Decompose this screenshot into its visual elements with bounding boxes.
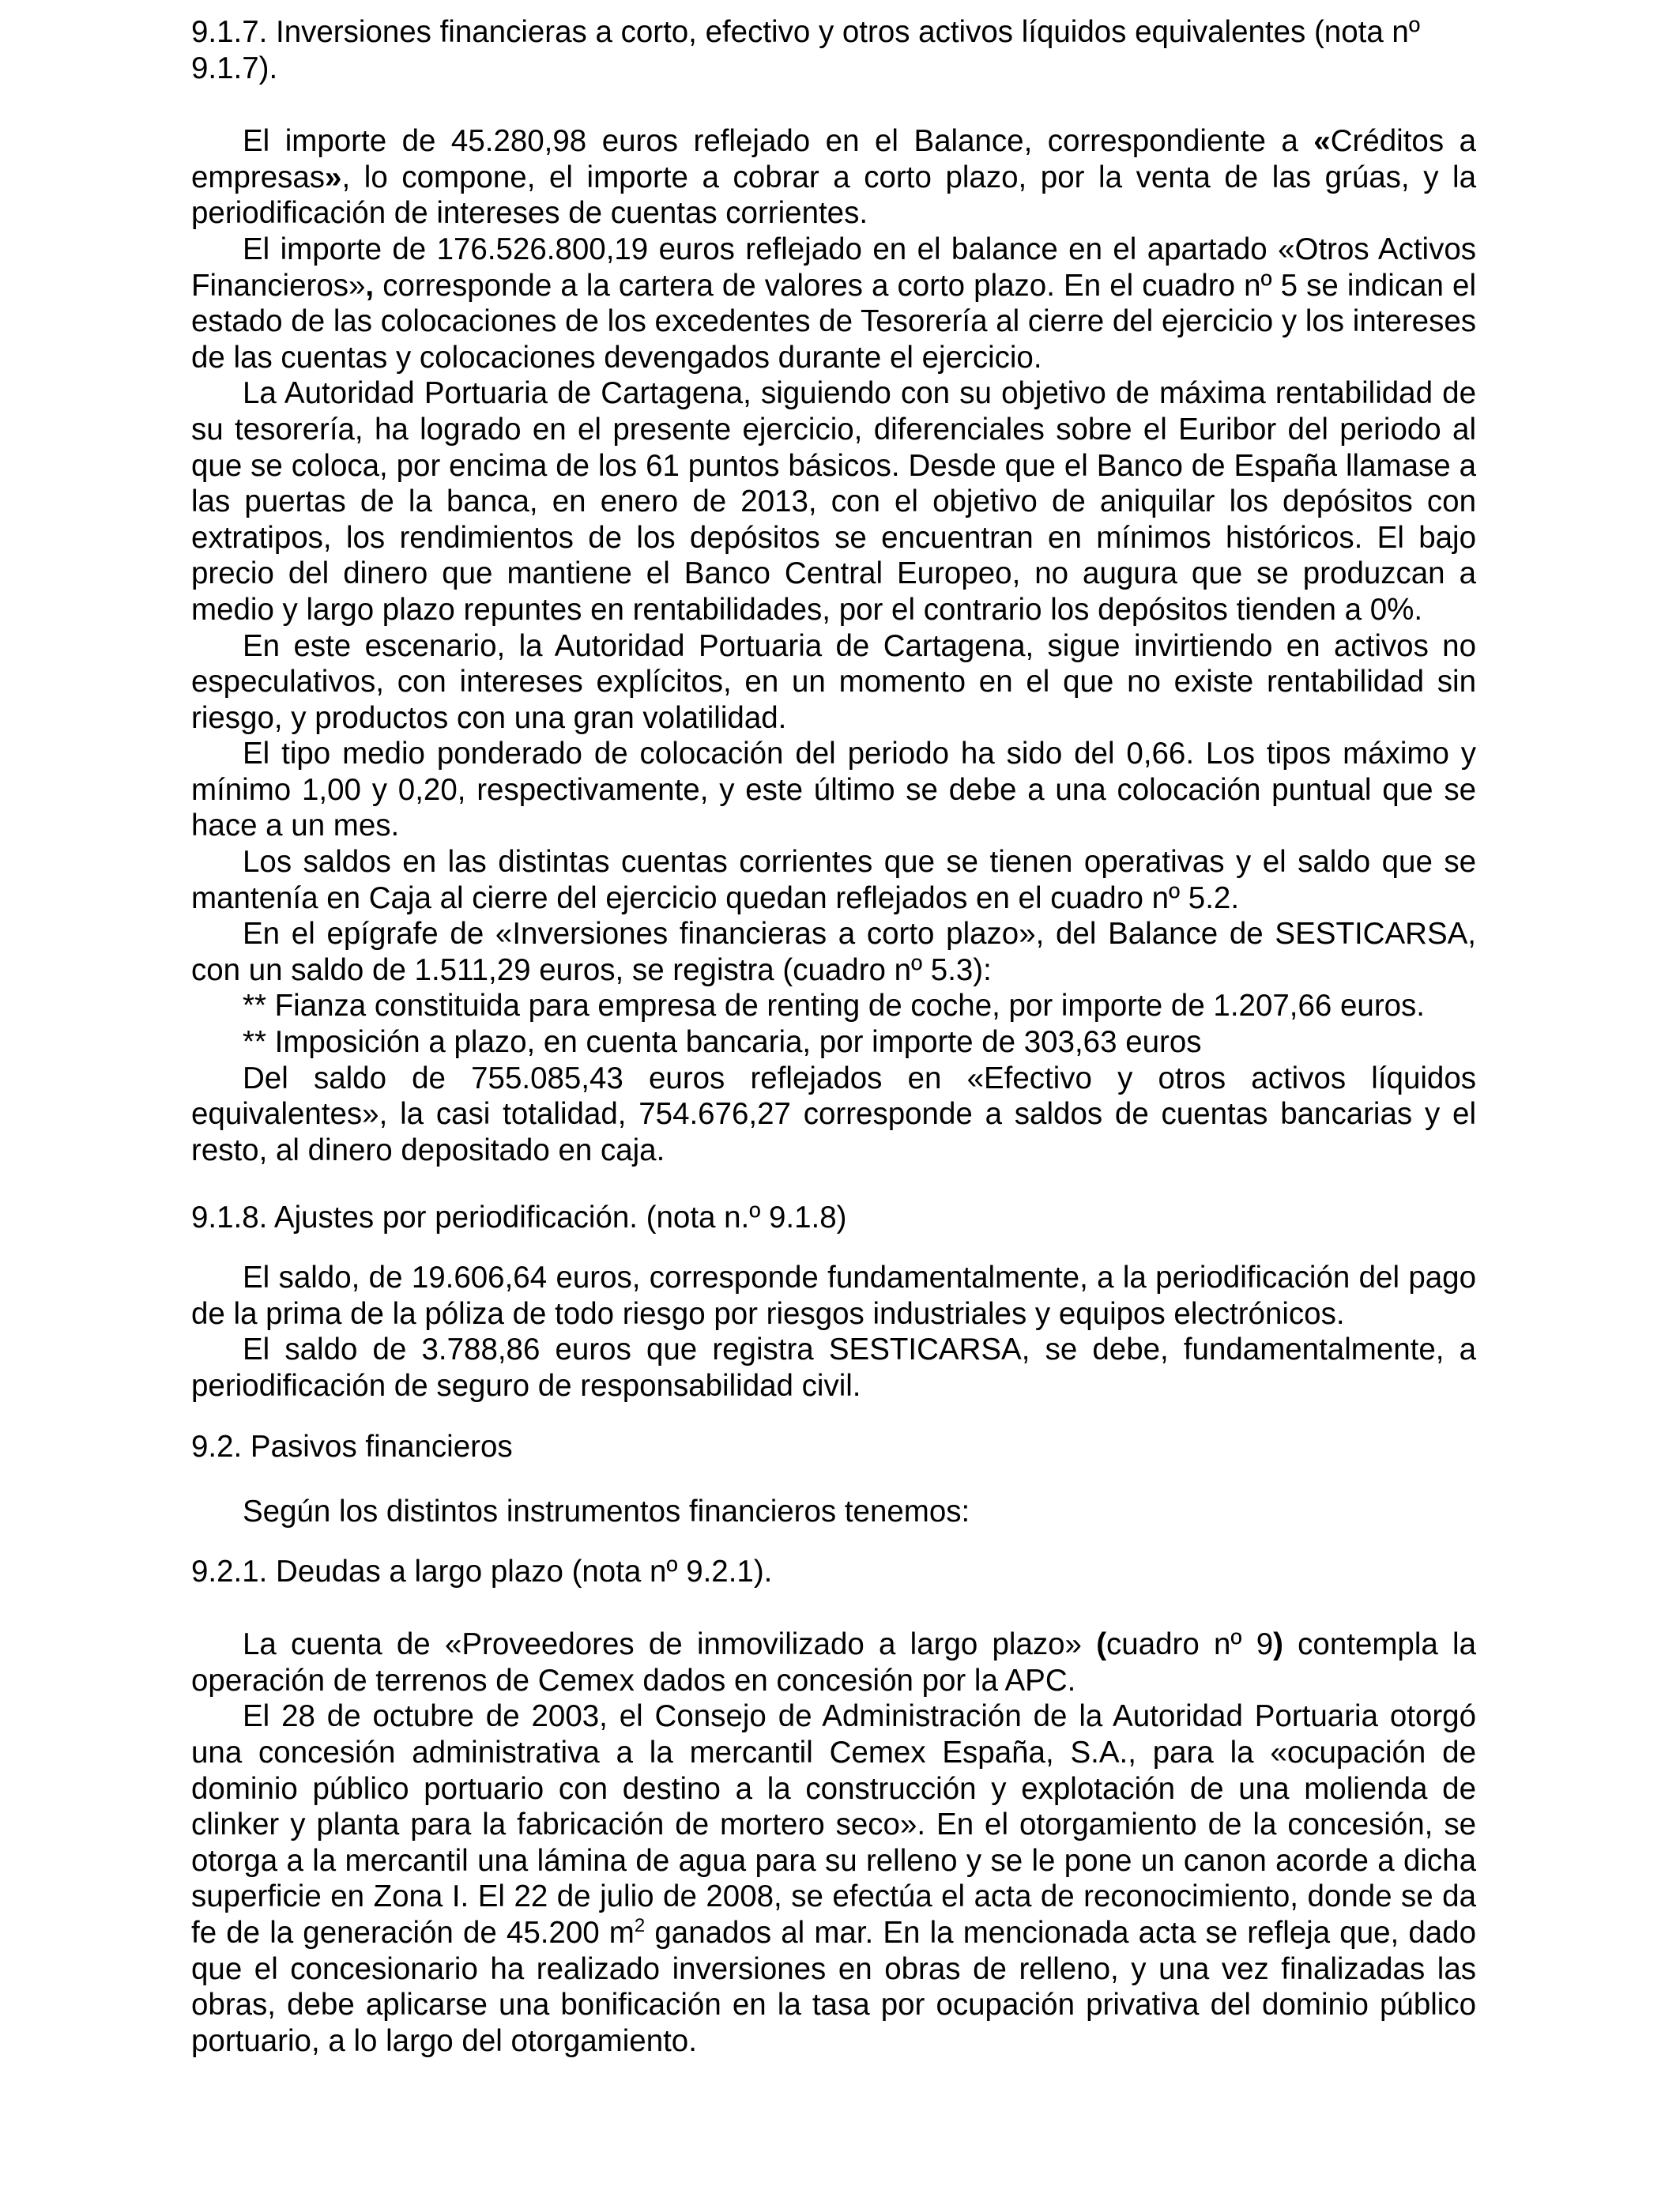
paragraph-rentabilidad: La Autoridad Portuaria de Cartagena, siguiendo con su objetivo de máxima rentabilidad de su tesorería, ha logrado en el presente ejercicio, diferenciales sobre el Euribor del periodo al que se coloca, por encima de los 61 puntos básicos. Desde que el Banco de España llamase a las puertas de la banca, en enero de 2013, con el objetivo de aniquilar los depósitos con extratipos, los rendimientos de los depósitos se encuentran en mínimos históricos. El bajo precio del dinero que mantiene el Banco Central Europeo, no augura que se produzcan a medio y largo plazo repuntes en rentabilidades, por el contrario los depósitos tienden a 0%. [191,376,1476,627]
paragraph-efectivo: Del saldo de 755.085,43 euros reflejados en «Efectivo y otros activos líquidos equivalentes», la casi totalidad, 754.676,27 corresponde a saldos de cuentas bancarias y el resto, al dinero depositado en caja. [191,1061,1476,1167]
text: , lo compone, el importe a cobrar a corto plazo, por la venta de las grúas, y la periodificación de intereses de cuentas corrientes. [191,160,1476,231]
list-item-fianza: ** Fianza constituida para empresa de renting de coche, por importe de 1.207,66 euros. [243,989,1425,1023]
text: corresponde a la cartera de valores a corto plazo. En el cuadro nº 5 se indican el estado de las colocaciones de los excedentes de Tesorería al cierre del ejercicio y los intereses de las cuentas y colocaciones devengados durante el ejercicio. [191,268,1476,375]
text-bold: » [325,160,342,194]
text: La cuenta de «Proveedores de inmovilizado a largo plazo» [243,1627,1097,1662]
section-heading-9-1-7: 9.1.7. Inversiones financieras a corto, efectivo y otros activos líquidos equivalentes (nota nº 9.1.7). [191,15,1420,85]
text: El 28 de octubre de 2003, el Consejo de Administración de la Autoridad Portuaria otorgó una concesión administrativa a la mercantil Cemex España, S.A., para la «ocupación de dominio público portuario con destino a la construcción y explotación de una molienda de clinker y planta para la fabricación de mortero seco». En el otorgamiento de la concesión, se otorga a la mercantil una lámina de agua para su relleno y se le pone un canon acorde a dicha superficie en Zona I. El 22 de julio de 2008, se efectúa el acta de reconocimiento, donde se da fe de la generación de 45.200 m [191,1699,1476,1950]
section-heading-9-2-1: 9.2.1. Deudas a largo plazo (nota nº 9.2.1). [191,1554,773,1589]
document-page [191,14,1476,2059]
text-bold: ) [1273,1627,1283,1662]
paragraph-escenario: En este escenario, la Autoridad Portuaria de Cartagena, sigue invirtiendo en activos no especulativos, con intereses explícitos, en un momento en el que no existe rentabilidad sin riesgo, y productos con una gran volatilidad. [191,628,1476,735]
paragraph-saldos-cuentas: Los saldos en las distintas cuentas corrientes que se tienen operativas y el saldo que se mantenía en Caja al cierre del ejercicio quedan reflejados en el cuadro nº 5.2. [191,845,1476,915]
paragraph-concesion-cemex [191,1698,1476,2059]
text: Créditos a empresas [191,124,1476,194]
paragraph-sesticarsa-inversiones: En el epígrafe de «Inversiones financieras a corto plazo», del Balance de SESTICARSA, con un saldo de 1.511,29 euros, se registra (cuadro nº 5.3): [191,917,1476,987]
paragraph-sesticarsa-seguro: El saldo de 3.788,86 euros que registra SESTICARSA, se debe, fundamentalmente, a periodificación de seguro de responsabilidad civil. [191,1333,1476,1403]
text: El importe de 45.280,98 euros reflejado en el Balance, correspondiente a [243,124,1314,159]
list-item-imposicion: ** Imposición a plazo, en cuenta bancaria, por importe de 303,63 euros [243,1025,1202,1060]
superscript: 2 [634,1915,646,1937]
paragraph-instrumentos: Según los distintos instrumentos financieros tenemos: [243,1494,970,1529]
text-bold: , [365,268,375,303]
paragraph-tipo-medio: El tipo medio ponderado de colocación del periodo ha sido del 0,66. Los tipos máximo y mínimo 1,00 y 0,20, respectivamente, y este último se debe a una colocación puntual que se hace a un mes. [191,737,1476,843]
section-heading-9-2: 9.2. Pasivos financieros [191,1430,513,1465]
text-bold: « [1313,124,1331,159]
paragraph-otros-activos [191,232,1476,375]
text-bold: ( [1096,1627,1107,1662]
paragraph-saldo-periodificacion: El saldo, de 19.606,64 euros, corresponde fundamentalmente, a la periodificación del pago de la prima de la póliza de todo riesgo por riesgos industriales y equipos electrónicos. [191,1261,1476,1331]
text: cuadro nº 9 [1106,1627,1274,1662]
paragraph-creditos-empresas [191,123,1476,232]
text: contempla la operación de terrenos de Cemex dados en concesión por la APC. [191,1627,1477,1698]
section-heading-9-1-8: 9.1.8. Ajustes por periodificación. (nota n.º 9.1.8) [191,1201,847,1235]
text: ganados al mar. En la mencionada acta se refleja que, dado que el concesionario ha realizado inversiones en obras de relleno, y una vez finalizadas las obras, debe aplicarse una bonificación en la tasa por ocupación privativa del dominio público portuario, a lo largo del otorgamiento. [191,1915,1477,2058]
text: El importe de 176.526.800,19 euros reflejado en el balance en el apartado «Otros Activos Financieros» [191,232,1476,303]
paragraph-proveedores-inmovilizado [191,1627,1476,1698]
